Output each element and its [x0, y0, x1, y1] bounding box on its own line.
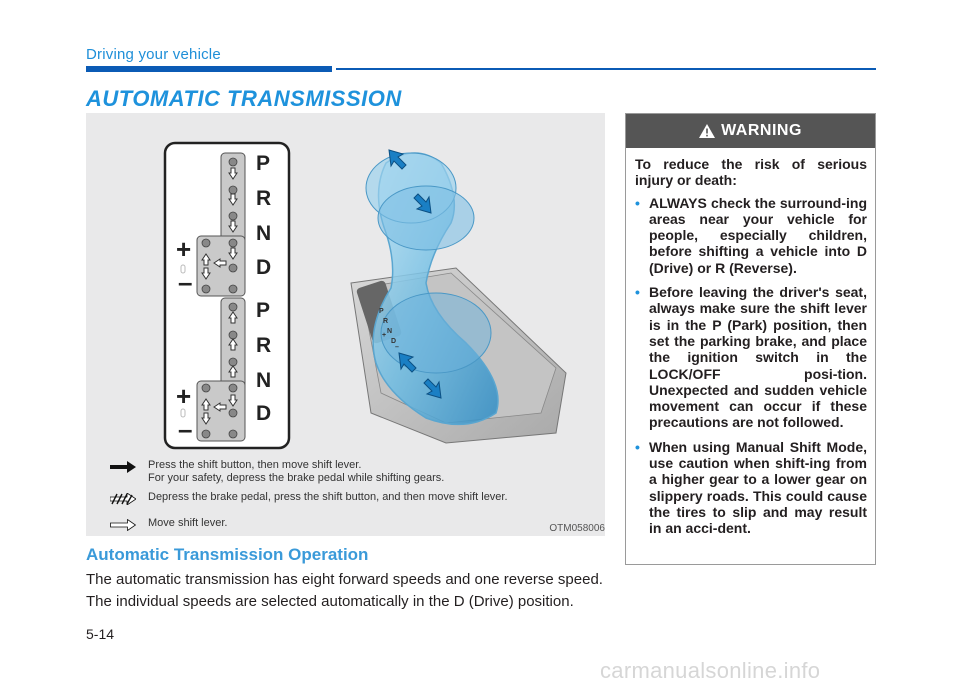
gear-label-r-bottom: R: [256, 334, 272, 357]
minus-label-upper: –: [178, 267, 193, 297]
warning-item-text: Before leaving the driver's seat, always make sure the shift lever is in the P (Park) position, then set the parking brake, and place the ignition switch in the LOCK/OFF posi-tion. Unexpected and sudden vehicle movement can occur if these precautions are not followed.: [649, 284, 867, 431]
shift-diagram-figure: [86, 113, 605, 536]
legend-item: [108, 459, 578, 485]
black-arrow-icon: [110, 461, 136, 473]
hatched-arrow-icon: [110, 493, 136, 505]
gear-label-n-top: N: [256, 222, 272, 245]
figure-code: OTM058006: [549, 523, 605, 534]
legend-text-1: Press the shift button, then move shift lever. For your safety, depress the brake pedal while shifting gears.: [148, 459, 445, 484]
legend-item: [108, 517, 578, 537]
bullet-icon: •: [635, 438, 640, 455]
minus-label-lower: –: [178, 414, 193, 444]
warning-intro: To reduce the risk of serious injury or death:: [635, 156, 867, 189]
watermark: carmanualsonline.info: [600, 658, 821, 683]
warning-item-text: When using Manual Shift Mode, use caution when shift-ing from a higher gear to a lower gear on slippery roads. This could cause the tires to slip and may result in an acci-dent.: [649, 438, 867, 537]
body-paragraph-1: The automatic transmission has eight forward speeds and one reverse speed.: [86, 571, 603, 588]
legend-text-3: Move shift lever.: [148, 517, 228, 529]
white-arrow-icon: [110, 519, 136, 531]
body-paragraph-2: The individual speeds are selected automatically in the D (Drive) position.: [86, 593, 574, 610]
warning-body: [626, 148, 875, 537]
gear-label-r-top: R: [256, 187, 272, 210]
lever-label-r: R: [383, 318, 389, 325]
header-divider: [336, 68, 876, 70]
lever-label-plus: +: [382, 332, 387, 339]
header-accent-bar: [86, 66, 332, 72]
plus-label-lower: +: [176, 381, 192, 411]
gear-label-p-top: P: [256, 152, 271, 175]
warning-item-text: ALWAYS check the surround-ing areas near your vehicle for people, especially children, before shifting a vehicle into D (Drive) or R (Reverse).: [649, 194, 867, 276]
section-label: Driving your vehicle: [86, 46, 221, 63]
lever-label-p: P: [379, 308, 384, 315]
gear-label-n-bottom: N: [256, 369, 272, 392]
bullet-icon: •: [635, 194, 640, 211]
gear-label-p-bottom: P: [256, 299, 271, 322]
warning-header: [626, 114, 875, 148]
plus-label-upper: +: [176, 234, 192, 264]
warning-triangle-icon: [699, 124, 715, 138]
bullet-icon: •: [635, 284, 640, 301]
lever-label-n: N: [387, 328, 393, 335]
legend-text-2: Depress the brake pedal, press the shift button, and then move shift lever.: [148, 491, 508, 503]
gear-label-d-top: D: [256, 256, 272, 279]
warning-box: [625, 113, 876, 565]
lever-label-minus: –: [395, 344, 399, 351]
shift-lever-illustration: [351, 150, 566, 443]
gear-label-d-bottom: D: [256, 402, 272, 425]
page-title: AUTOMATIC TRANSMISSION: [86, 86, 402, 111]
warning-item: [635, 439, 867, 537]
legend: [108, 459, 578, 543]
subsection-title: Automatic Transmission Operation: [86, 545, 369, 564]
page-number: 5-14: [86, 626, 115, 642]
warning-item: [635, 195, 867, 276]
warning-title: WARNING: [721, 122, 802, 139]
warning-item: [635, 284, 867, 431]
legend-item: [108, 491, 578, 511]
lever-label-d: D: [391, 338, 397, 345]
